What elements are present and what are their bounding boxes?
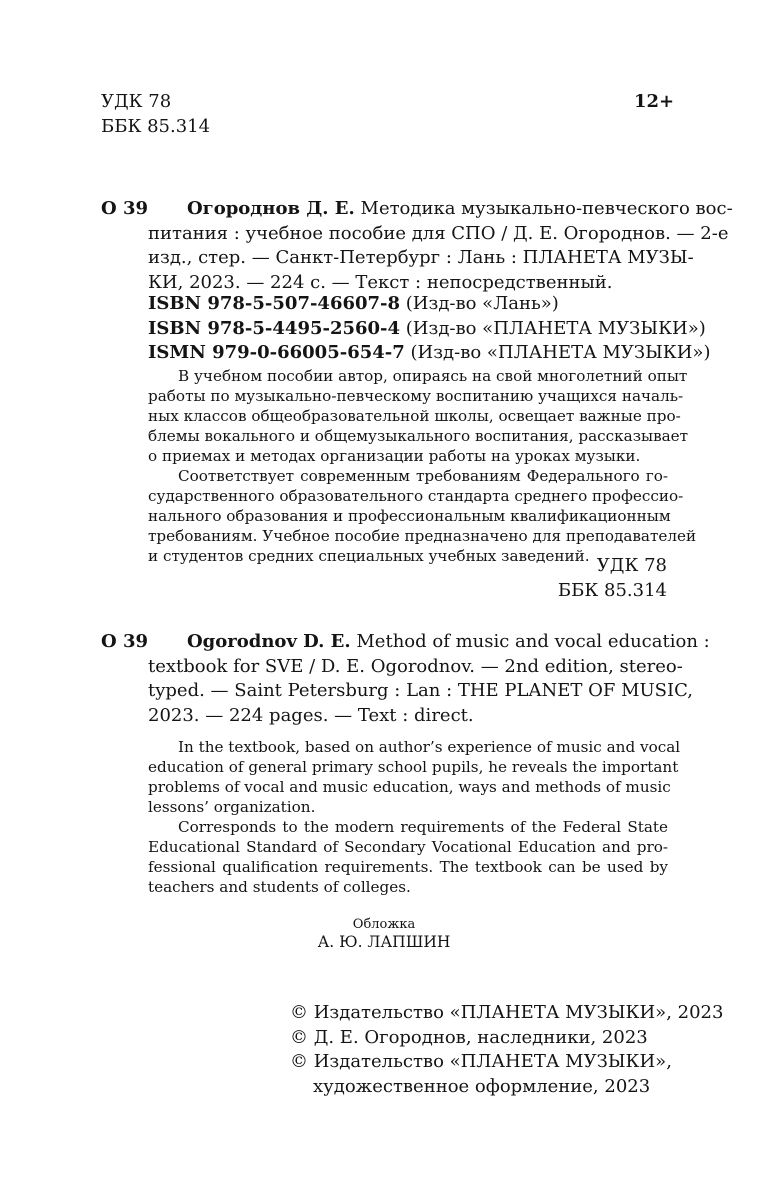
- annotation-line: fessional qualification requirements. The textbook can be used by: [148, 858, 668, 876]
- author-sign-ru: О 39: [101, 198, 148, 219]
- copyright-line: © Издательство «ПЛАНЕТА МУЗЫКИ»,: [290, 1051, 672, 1072]
- ismn-row: [148, 341, 710, 366]
- udk-code: УДК 78: [101, 91, 172, 112]
- annotation-line: о приемах и методах организации работы на уроках музыки.: [148, 447, 641, 465]
- isbn-number: ISBN 978-5-4495-2560-4: [148, 317, 401, 339]
- bibliographic-description-ru: [187, 197, 733, 222]
- annotation-line: ных классов общеобразовательной школы, освещает важные про-: [148, 407, 681, 425]
- udk-code: УДК 78: [596, 555, 667, 576]
- bibliographic-description-en-cont: [148, 655, 693, 729]
- copyright-line: © Д. Е. Огороднов, наследники, 2023: [290, 1026, 648, 1048]
- annotation-line: и студентов средних специальных учебных заведений.: [148, 547, 590, 565]
- description-line: питания : учебное пособие для СПО / Д. Е. Огороднов. — 2-е: [148, 222, 729, 244]
- annotation-line: сударственного образовательного стандарта среднего профессио-: [148, 487, 684, 505]
- description-line: 2023. — 224 pages. — Text : direct.: [148, 704, 474, 726]
- annotation-line: lessons’ organization.: [148, 798, 316, 816]
- annotation-line: problems of vocal and music education, ways and methods of music: [148, 778, 671, 796]
- ismn-number: ISMN 979-0-66005-654-7: [148, 342, 405, 363]
- description-line: КИ, 2023. — 224 с. — Текст : непосредственный.: [148, 271, 613, 293]
- annotation-line: требованиям. Учебное пособие предназначено для преподавателей: [148, 527, 697, 545]
- description-line: typed. — Saint Petersburg : Lan : THE PLANET OF MUSIC,: [148, 680, 693, 701]
- annotation-line: education of general primary school pupils, he reveals the important: [148, 758, 679, 776]
- annotation-line: In the textbook, based on author’s experience of music and vocal: [178, 738, 681, 756]
- isbn-row: [148, 317, 710, 342]
- bbk-code: ББК 85.314: [101, 115, 211, 137]
- annotation-en: [148, 737, 681, 897]
- annotation-line: Corresponds to the modern requirements of the Federal State: [178, 818, 668, 836]
- ismn-publisher: (Изд-во «ПЛАНЕТА МУЗЫКИ»): [404, 342, 711, 363]
- annotation-line: В учебном пособии автор, опираясь на свой многолетний опыт: [178, 367, 688, 385]
- author-name: Огороднов Д. Е.: [187, 198, 355, 219]
- author-name: Ogorodnov D. E.: [187, 631, 351, 652]
- annotation-line: teachers and students of colleges.: [148, 878, 411, 896]
- age-rating: 12+: [634, 91, 675, 112]
- description-line: textbook for SVE / D. E. Ogorodnov. — 2nd edition, stereo-: [148, 655, 683, 677]
- copyright-line: © Издательство «ПЛАНЕТА МУЗЫКИ», 2023: [290, 1002, 724, 1023]
- annotation-line: нального образования и профессиональным квалификационным: [148, 507, 671, 525]
- annotation-line: Соответствует современным требованиям Федерального го-: [178, 467, 668, 485]
- isbn-publisher: (Изд-во «Лань»): [400, 293, 559, 314]
- author-sign-en: О 39: [101, 631, 148, 652]
- copyright-line: художественное оформление, 2023: [313, 1075, 651, 1097]
- isbn-number: ISBN 978-5-507-46607-8: [148, 293, 401, 314]
- bbk-code: ББК 85.314: [557, 579, 667, 601]
- annotation-line: работы по музыкально-певческому воспитанию учащихся началь-: [148, 387, 684, 405]
- classification-codes-bottom: [558, 554, 667, 603]
- copyright-block: [290, 1001, 723, 1099]
- isbn-publisher: (Изд-во «ПЛАНЕТА МУЗЫКИ»): [400, 317, 706, 339]
- annotation-line: блемы вокального и общемузыкального воспитания, рассказывает: [148, 427, 689, 445]
- cover-credit: [0, 917, 768, 951]
- bibliographic-description-en: [187, 630, 710, 655]
- classification-codes: [101, 90, 210, 139]
- description-line: изд., стер. — Санкт-Петербург : Лань : ПЛАНЕТА МУЗЫ-: [148, 247, 694, 268]
- description-line: Огороднов Д. Е. Методика музыкально-певческого вос-: [187, 198, 733, 219]
- isbn-row: [148, 292, 710, 317]
- annotation-ru: [148, 366, 697, 566]
- bibliographic-description-ru-cont: [148, 222, 729, 296]
- isbn-list: [148, 292, 710, 366]
- annotation-line: Educational Standard of Secondary Vocational Education and pro-: [148, 838, 668, 856]
- cover-artist: А. Ю. ЛАПШИН: [317, 933, 451, 951]
- cover-label: Обложка: [352, 917, 416, 932]
- description-line: Ogorodnov D. E. Method of music and vocal education :: [187, 631, 710, 652]
